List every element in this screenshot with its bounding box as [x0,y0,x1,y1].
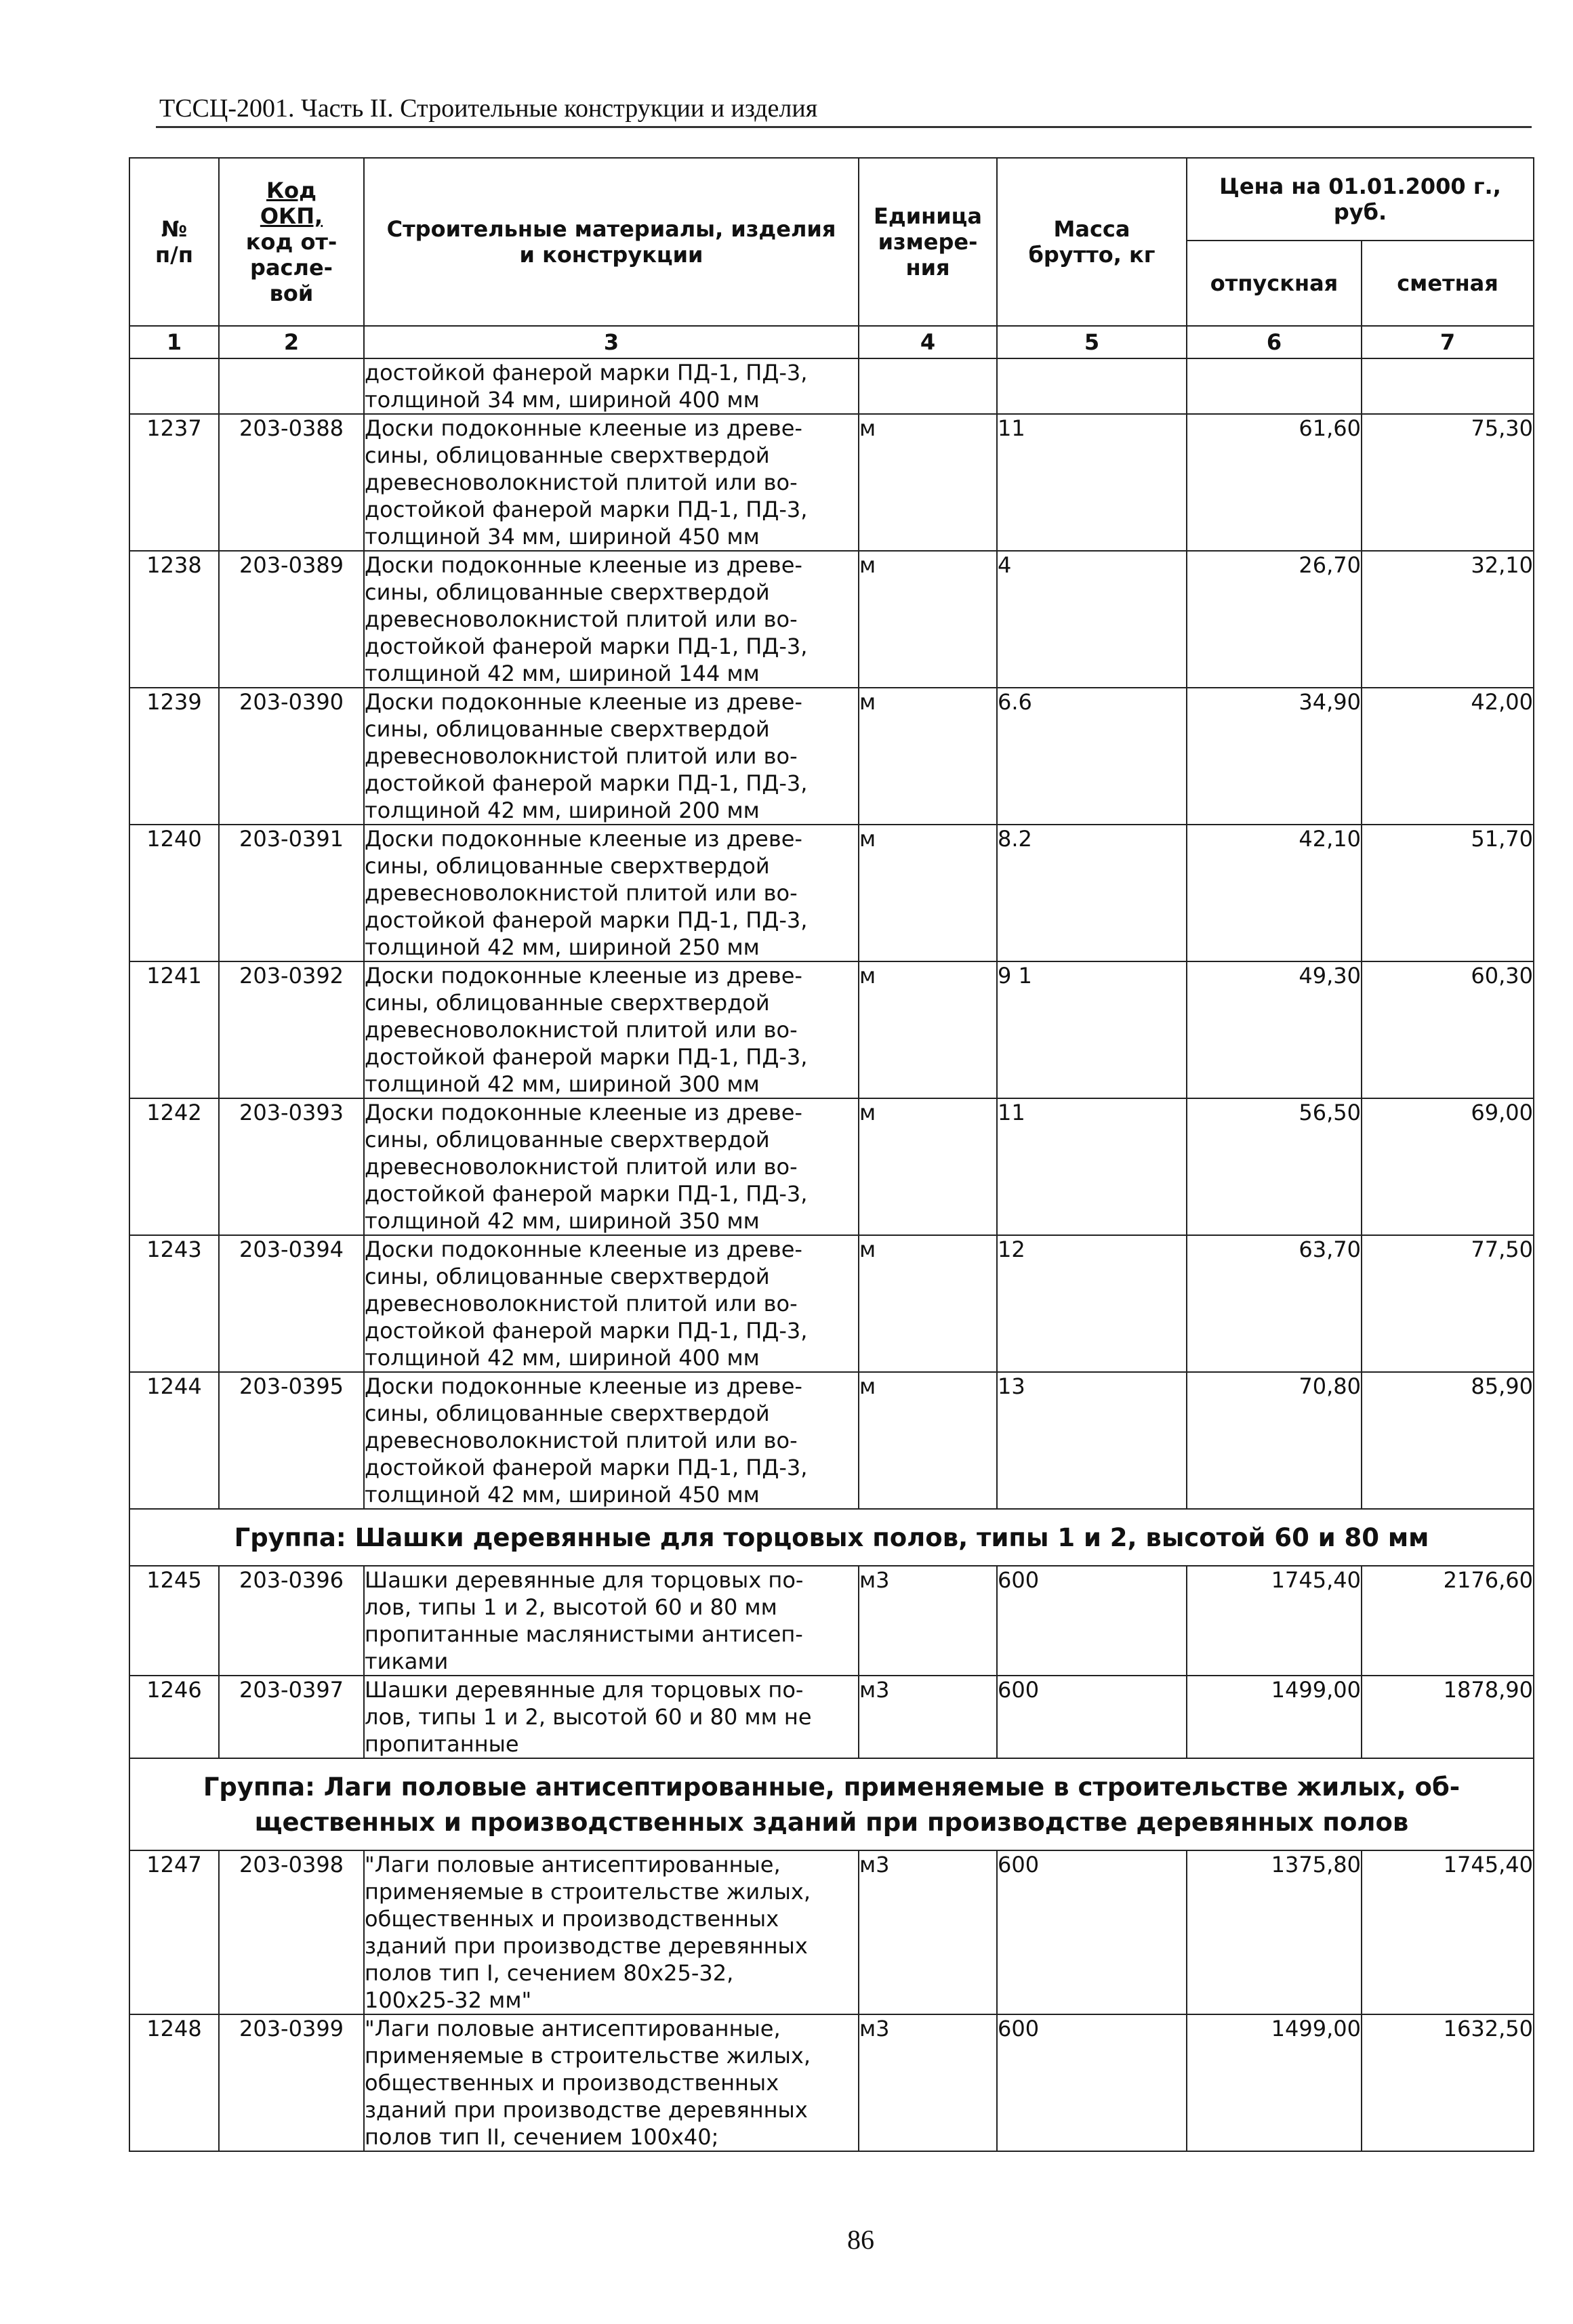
name-line: толщиной 42 мм, шириной 450 мм [365,1482,760,1508]
column-number: 4 [859,326,997,358]
cell-code: 203-0391 [219,825,364,961]
name-line: применяемые в строительстве жилых, [365,1879,811,1905]
name-line: "Лаги половые антисептированные, [365,2016,781,2041]
name-line: общественных и производственных [365,1906,779,1932]
header-unit-line: Единица [874,203,982,229]
header-mass [997,158,1187,326]
name-line: толщиной 34 мм, шириной 400 мм [365,387,760,413]
header-name-line: и конструкции [519,242,703,268]
name-line: древесноволокнистой плитой или во- [365,1154,798,1180]
name-line: Доски подоконные клееные из древе- [365,1373,802,1399]
name-line: древесноволокнистой плитой или во- [365,606,798,632]
cell-mass: 600 [997,1676,1187,1758]
cell-price-release: 70,80 [1187,1372,1362,1509]
name-line: пропитанные [365,1731,519,1757]
name-line: древесноволокнистой плитой или во- [365,743,798,769]
name-line: общественных и производственных [365,2070,779,2096]
cell-mass: 13 [997,1372,1187,1509]
name-line: достойкой фанерой марки ПД-1, ПД-3, [365,1181,808,1207]
name-line: сины, облицованные сверхтвердой [365,1400,770,1426]
cell-price-estimate: 1632,50 [1362,2014,1534,2151]
header-num [129,158,219,326]
header-price [1187,158,1534,241]
cell-price-release: 63,70 [1187,1235,1362,1372]
cell-name [364,1235,859,1372]
cell-mass: 600 [997,1850,1187,2014]
name-line: Доски подоконные клееные из древе- [365,963,802,989]
cell-mass: 600 [997,2014,1187,2151]
name-line: достойкой фанерой марки ПД-1, ПД-3, [365,634,808,659]
cell-price-release: 1499,00 [1187,1676,1362,1758]
cell-price-estimate: 85,90 [1362,1372,1534,1509]
name-line: толщиной 42 мм, шириной 200 мм [365,797,760,823]
continuation-row [129,358,1534,414]
cell-num: 1244 [129,1372,219,1509]
header-price-release: отпускная [1187,241,1362,326]
table-row [129,1676,1534,1758]
cell-unit: м3 [859,2014,997,2151]
cell-price-estimate [1362,358,1534,414]
cell-mass: 9 1 [997,961,1187,1098]
cell-code: 203-0397 [219,1676,364,1758]
name-line: достойкой фанерой марки ПД-1, ПД-3, [365,1455,808,1480]
name-line: достойкой фанерой марки ПД-1, ПД-3, [365,907,808,933]
header-mass-line: Масса [1053,216,1130,242]
cell-unit: м [859,825,997,961]
group-title-line: щественных и производственных зданий при производстве деревянных полов [254,1808,1409,1837]
name-line: "Лаги половые антисептированные, [365,1852,781,1877]
cell-price-estimate: 42,00 [1362,688,1534,825]
name-line: достойкой фанерой марки ПД-1, ПД-3, [365,360,808,386]
header-rule [156,126,1532,128]
header-code-line: код от- [245,229,338,255]
cell-unit [859,358,997,414]
group-row [129,1509,1534,1566]
header-name-line: Строительные материалы, изделия [386,216,836,242]
cell-mass: 12 [997,1235,1187,1372]
column-number: 1 [129,326,219,358]
header-num-line: п/п [155,242,193,268]
table-row [129,1098,1534,1235]
cell-mass [997,358,1187,414]
cell-name [364,1098,859,1235]
name-line: сины, облицованные сверхтвердой [365,579,770,605]
header-price-line: руб. [1333,199,1387,225]
header-mass-line: брутто, кг [1028,242,1156,268]
column-number: 7 [1362,326,1534,358]
name-line: Доски подоконные клееные из древе- [365,826,802,852]
cell-num: 1243 [129,1235,219,1372]
cell-code: 203-0393 [219,1098,364,1235]
column-number: 3 [364,326,859,358]
cell-unit: м3 [859,1676,997,1758]
table-row [129,1235,1534,1372]
header-name [364,158,859,326]
cell-price-estimate: 1878,90 [1362,1676,1534,1758]
table-row [129,1372,1534,1509]
name-line: древесноволокнистой плитой или во- [365,1017,798,1043]
cell-price-release: 1745,40 [1187,1566,1362,1676]
name-line: древесноволокнистой плитой или во- [365,470,798,495]
cell-num: 1241 [129,961,219,1098]
cell-price-release: 1499,00 [1187,2014,1362,2151]
header-code-line: расле- [250,255,333,281]
cell-unit: м [859,414,997,551]
name-line: толщиной 42 мм, шириной 144 мм [365,661,760,686]
header-code [219,158,364,326]
cell-price-release: 61,60 [1187,414,1362,551]
cell-code: 203-0399 [219,2014,364,2151]
cell-name [364,961,859,1098]
group-title-line: Группа: Шашки деревянные для торцовых полов, типы 1 и 2, высотой 60 и 80 мм [234,1523,1429,1552]
name-line: пропитанные маслянистыми антисеп- [365,1621,803,1647]
header-code-line: Код [266,178,316,203]
cell-code: 203-0388 [219,414,364,551]
column-number: 2 [219,326,364,358]
name-line: сины, облицованные сверхтвердой [365,853,770,879]
cell-unit: м3 [859,1566,997,1676]
group-row [129,1758,1534,1850]
cell-name [364,1676,859,1758]
header-price-line: Цена на 01.01.2000 г., [1219,173,1501,199]
name-line: Доски подоконные клееные из древе- [365,689,802,715]
cell-price-release: 1375,80 [1187,1850,1362,2014]
cell-unit: м3 [859,1850,997,2014]
cell-price-estimate: 60,30 [1362,961,1534,1098]
header-code-line: вой [269,281,314,306]
name-line: лов, типы 1 и 2, высотой 60 и 80 мм [365,1594,777,1620]
name-line: достойкой фанерой марки ПД-1, ПД-3, [365,1318,808,1344]
cell-name [364,1372,859,1509]
cell-mass: 600 [997,1566,1187,1676]
cell-name [364,414,859,551]
name-line: Доски подоконные клееные из древе- [365,552,802,578]
cell-price-release: 49,30 [1187,961,1362,1098]
header-price-estimate: сметная [1362,241,1534,326]
header-code-line: ОКП, [260,203,323,229]
name-line: толщиной 42 мм, шириной 400 мм [365,1345,760,1371]
name-line: достойкой фанерой марки ПД-1, ПД-3, [365,770,808,796]
header-unit-line: измере- [878,229,978,255]
table-body [129,358,1534,2151]
cell-unit: м [859,961,997,1098]
column-number: 6 [1187,326,1362,358]
name-line: сины, облицованные сверхтвердой [365,442,770,468]
cell-mass: 11 [997,414,1187,551]
cell-code: 203-0390 [219,688,364,825]
cell-code: 203-0394 [219,1235,364,1372]
cell-price-release: 56,50 [1187,1098,1362,1235]
cell-mass: 11 [997,1098,1187,1235]
cell-code: 203-0398 [219,1850,364,2014]
name-line: древесноволокнистой плитой или во- [365,880,798,906]
cell-code: 203-0396 [219,1566,364,1676]
header-unit-line: ния [905,255,950,281]
cell-price-release [1187,358,1362,414]
name-line: достойкой фанерой марки ПД-1, ПД-3, [365,1044,808,1070]
name-line: древесноволокнистой плитой или во- [365,1291,798,1316]
cell-code [219,358,364,414]
page-number: 86 [847,2224,874,2255]
cell-price-release: 42,10 [1187,825,1362,961]
cell-name [364,551,859,688]
cell-unit: м [859,1235,997,1372]
name-line: сины, облицованные сверхтвердой [365,1127,770,1153]
name-line: зданий при производстве деревянных [365,1933,808,1959]
cell-price-release: 34,90 [1187,688,1362,825]
group-title-line: Группа: Лаги половые антисептированные, применяемые в строительстве жилых, об- [203,1772,1460,1802]
name-line: зданий при производстве деревянных [365,2097,808,2123]
cell-name [364,825,859,961]
cell-price-estimate: 75,30 [1362,414,1534,551]
name-line: толщиной 34 мм, шириной 450 мм [365,524,760,549]
table-row [129,414,1534,551]
name-line: древесноволокнистой плитой или во- [365,1428,798,1453]
cell-price-estimate: 51,70 [1362,825,1534,961]
cell-num: 1248 [129,2014,219,2151]
cell-price-estimate: 32,10 [1362,551,1534,688]
name-line: толщиной 42 мм, шириной 350 мм [365,1208,760,1234]
cell-name [364,688,859,825]
name-line: сины, облицованные сверхтвердой [365,990,770,1016]
column-number-row [129,326,1534,358]
cell-num: 1246 [129,1676,219,1758]
table-row [129,1566,1534,1676]
column-number: 5 [997,326,1187,358]
cell-unit: м [859,551,997,688]
cell-code: 203-0395 [219,1372,364,1509]
table-row [129,551,1534,688]
cell-num: 1238 [129,551,219,688]
name-line: применяемые в строительстве жилых, [365,2043,811,2069]
cell-num: 1239 [129,688,219,825]
cell-name [364,1566,859,1676]
cell-num: 1237 [129,414,219,551]
name-line: сины, облицованные сверхтвердой [365,1264,770,1289]
cell-price-estimate: 69,00 [1362,1098,1534,1235]
name-line: толщиной 42 мм, шириной 300 мм [365,1071,760,1097]
name-line: Шашки деревянные для торцовых по- [365,1677,804,1703]
name-line: Доски подоконные клееные из древе- [365,1237,802,1262]
cell-mass: 6.6 [997,688,1187,825]
cell-price-estimate: 2176,60 [1362,1566,1534,1676]
cell-num: 1240 [129,825,219,961]
cell-unit: м [859,688,997,825]
name-line: сины, облицованные сверхтвердой [365,716,770,742]
name-line: достойкой фанерой марки ПД-1, ПД-3, [365,497,808,522]
table-row [129,825,1534,961]
table-row [129,1850,1534,2014]
name-line: Доски подоконные клееные из древе- [365,415,802,441]
header-num-line: № [161,216,188,242]
cell-name [364,2014,859,2151]
group-title [129,1509,1534,1566]
name-line: полов тип I, сечением 80х25-32, [365,1960,734,1986]
cell-unit: м [859,1098,997,1235]
running-head: ТССЦ-2001. Часть II. Строительные конструкции и изделия [159,94,818,123]
cell-name [364,1850,859,2014]
table-row [129,688,1534,825]
table-row [129,961,1534,1098]
name-line: лов, типы 1 и 2, высотой 60 и 80 мм не [365,1704,812,1730]
name-line: Шашки деревянные для торцовых по- [365,1567,804,1593]
cell-num [129,358,219,414]
cell-num: 1242 [129,1098,219,1235]
name-line: полов тип II, сечением 100х40; [365,2124,719,2150]
cell-mass: 8.2 [997,825,1187,961]
table-header [129,158,1534,358]
group-title [129,1758,1534,1850]
cell-num: 1245 [129,1566,219,1676]
cell-code: 203-0389 [219,551,364,688]
cell-price-release: 26,70 [1187,551,1362,688]
name-line: толщиной 42 мм, шириной 250 мм [365,934,760,960]
header-unit [859,158,997,326]
table-row [129,2014,1534,2151]
cell-num: 1247 [129,1850,219,2014]
cell-name [364,358,859,414]
name-line: Доски подоконные клееные из древе- [365,1100,802,1125]
name-line: тиками [365,1648,449,1674]
cell-unit: м [859,1372,997,1509]
cell-mass: 4 [997,551,1187,688]
price-table [129,157,1534,2152]
name-line: 100х25-32 мм" [365,1987,532,2013]
cell-price-estimate: 77,50 [1362,1235,1534,1372]
cell-code: 203-0392 [219,961,364,1098]
cell-price-estimate: 1745,40 [1362,1850,1534,2014]
